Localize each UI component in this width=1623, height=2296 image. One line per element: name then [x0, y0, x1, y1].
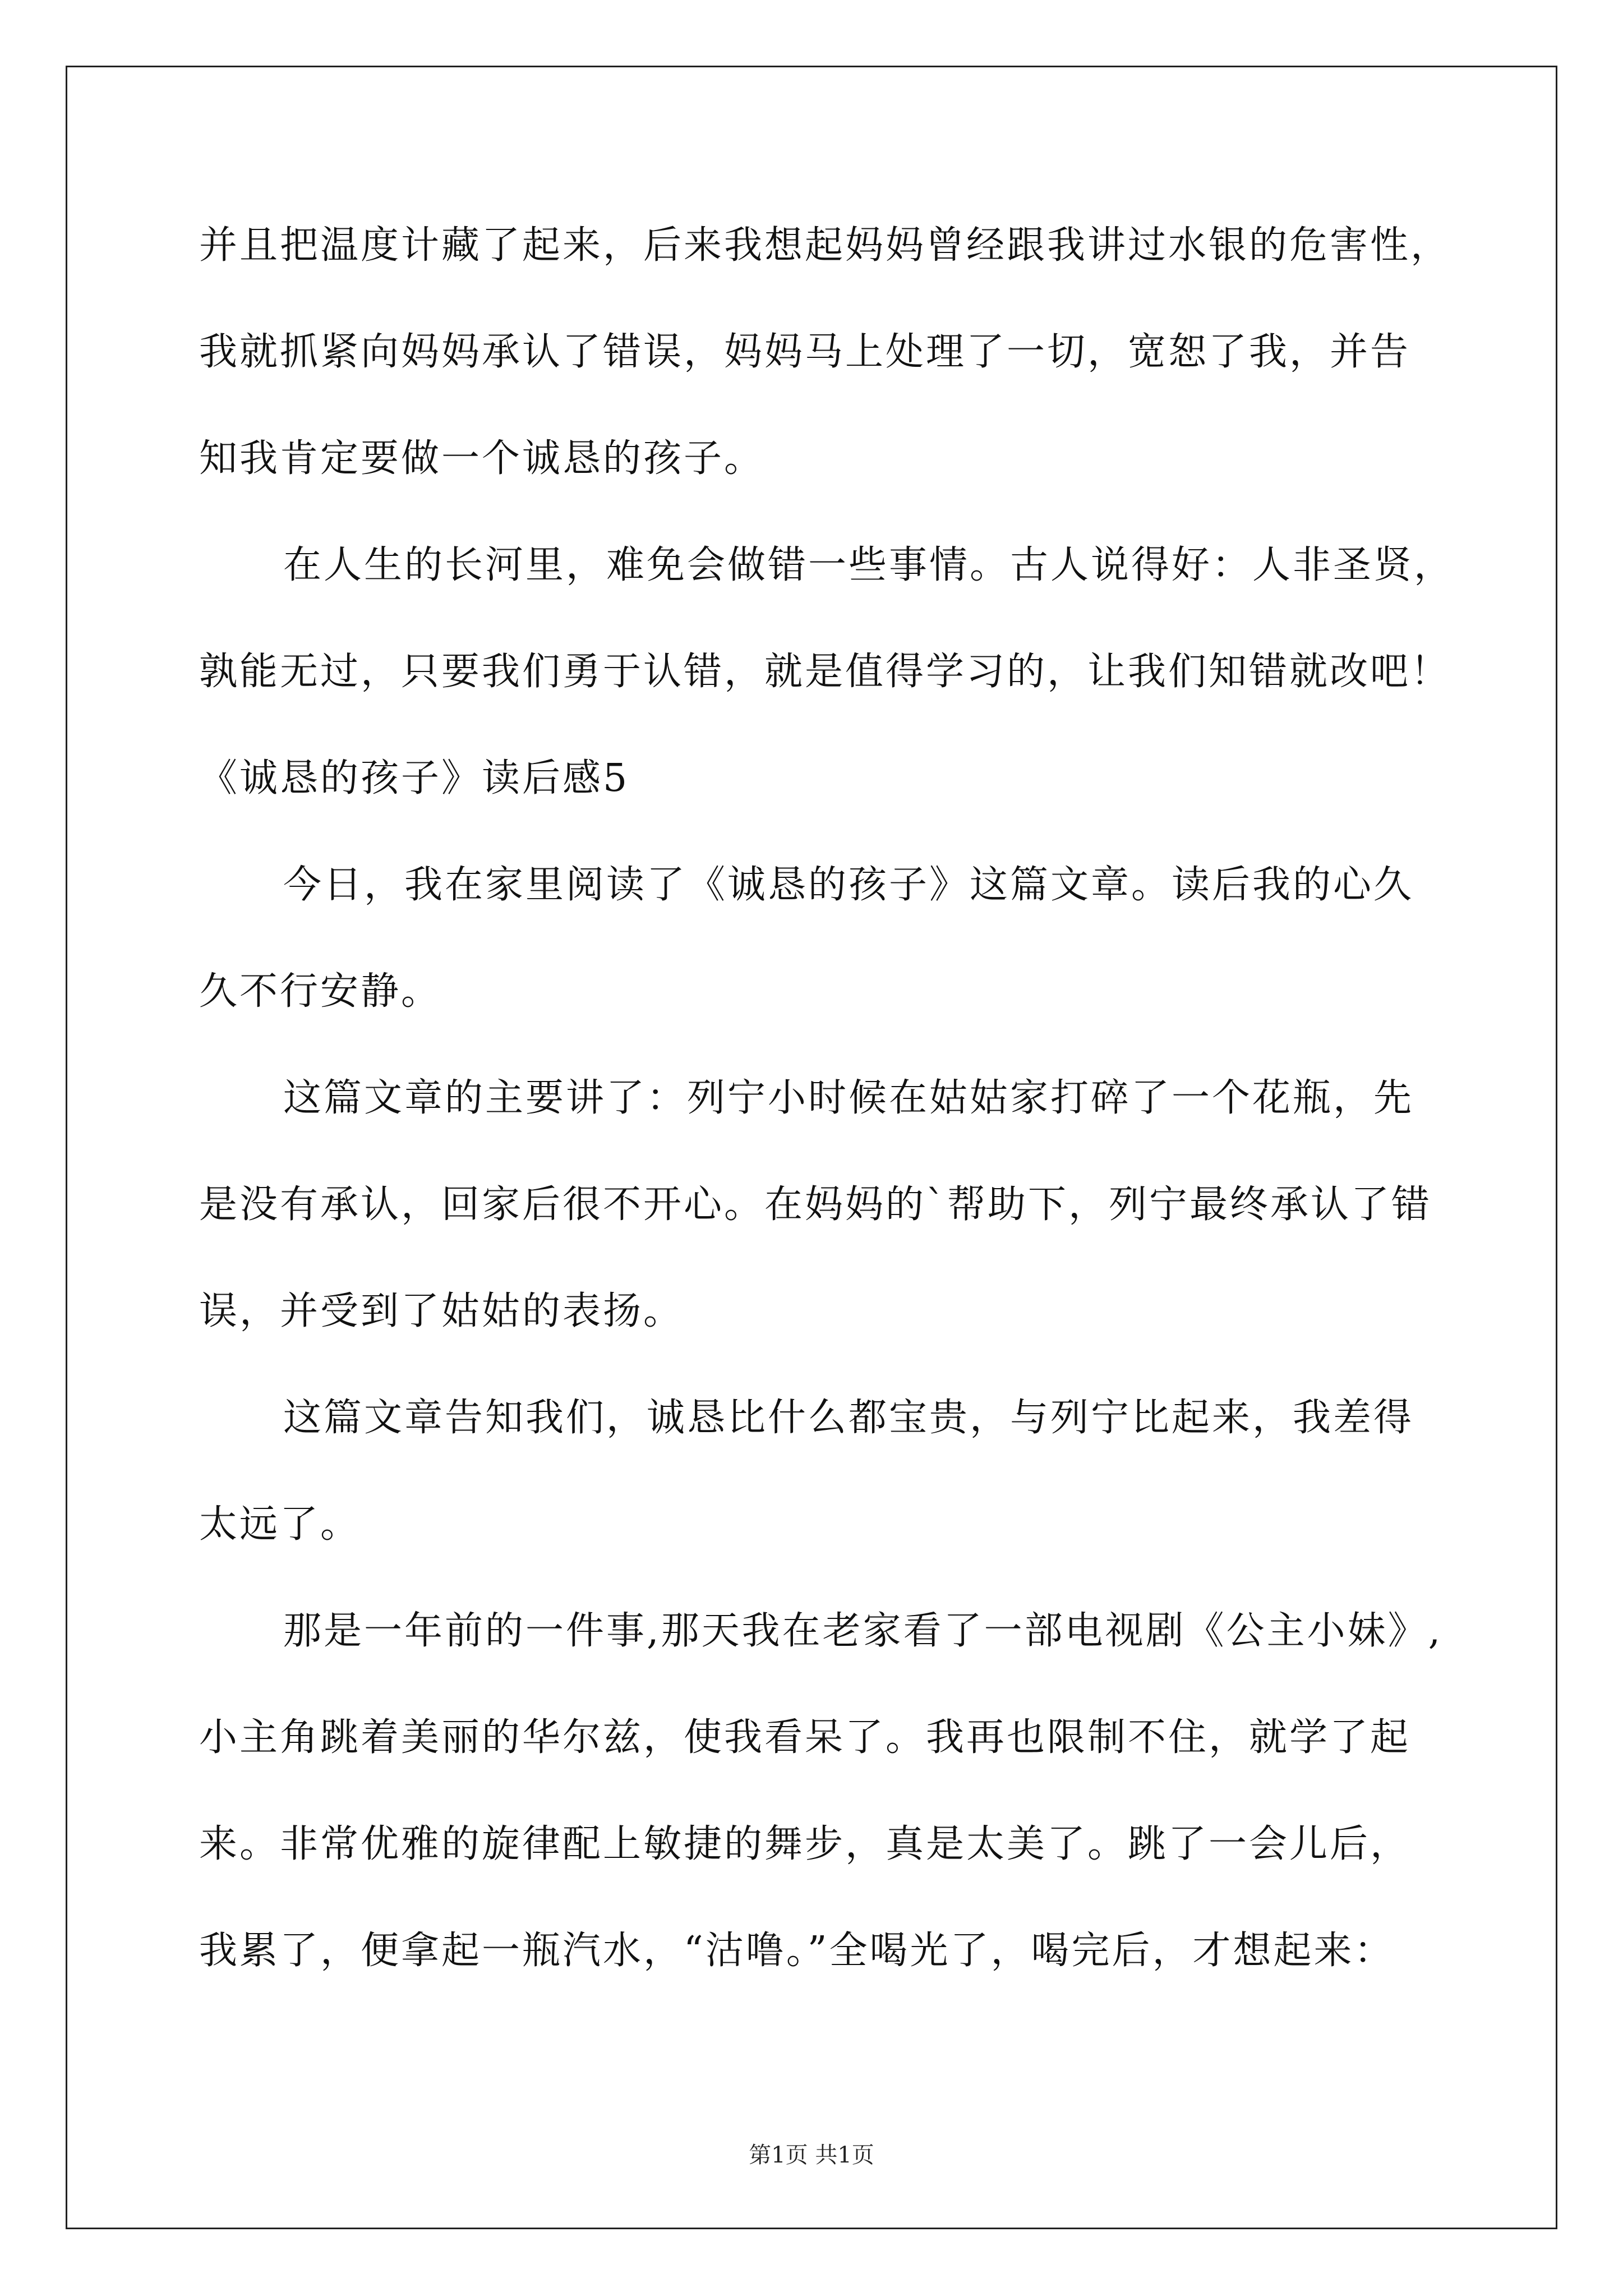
text-line-9: 这篇文章的主要讲了：列宁小时候在姑姑家打碎了一个花瓶，先	[283, 1076, 1414, 1120]
text-line-17: 我累了，便拿起一瓶汽水，“沽噜。”全喝光了，喝完后，才想起来：	[199, 1929, 1395, 1973]
text-line-2: 我就抓紧向妈妈承认了错误，妈妈马上处理了一切，宽恕了我，并告	[199, 330, 1411, 374]
page-footer: 第1页 共1页	[749, 2142, 874, 2168]
text-line-7: 今日，我在家里阅读了《诚恳的孩子》这篇文章。读后我的心久	[283, 863, 1414, 907]
text-line-16: 来。非常优雅的旋律配上敏捷的舞步，真是太美了。跳了一会儿后，	[199, 1822, 1411, 1866]
text-line-3: 知我肯定要做一个诚恳的孩子。	[199, 436, 765, 481]
text-line-5: 孰能无过，只要我们勇于认错，就是值得学习的，让我们知错就改吧！	[199, 650, 1451, 694]
text-line-14: 那是一年前的一件事,那天我在老家看了一部电视剧《公主小妹》,	[283, 1609, 1443, 1653]
text-line-11: 误，并受到了姑姑的表扬。	[199, 1289, 684, 1333]
text-line-4: 在人生的长河里，难免会做错一些事情。古人说得好：人非圣贤，	[283, 543, 1455, 587]
text-line-13: 太远了。	[199, 1502, 361, 1547]
text-line-15: 小主角跳着美丽的华尔兹，使我看呆了。我再也限制不住，就学了起	[199, 1715, 1411, 1760]
text-line-8: 久不行安静。	[199, 969, 442, 1014]
text-line-10: 是没有承认，回家后很不开心。在妈妈的`帮助下，列宁最终承认了错	[199, 1182, 1432, 1227]
text-line-12: 这篇文章告知我们，诚恳比什么都宝贵，与列宁比起来，我差得	[283, 1396, 1414, 1440]
page-border	[66, 66, 1557, 2229]
text-line-1: 并且把温度计藏了起来，后来我想起妈妈曾经跟我讲过水银的危害性，	[199, 223, 1451, 268]
section-heading: 《诚恳的孩子》读后感5	[199, 756, 630, 800]
